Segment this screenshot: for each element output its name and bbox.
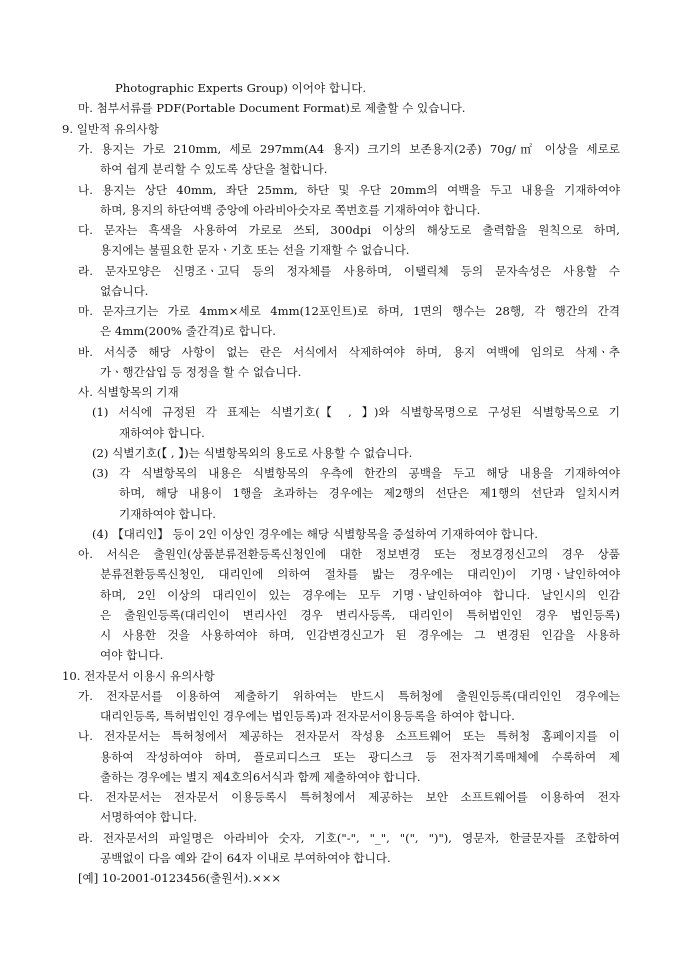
text-line: 사. 식별항목의 기재 <box>78 385 179 399</box>
text-line: 하여 쉽게 분리할 수 있도록 상단을 철합니다. <box>100 162 328 176</box>
text-line: 시 사용한 것을 사용하여야 하며, 인감변경신고가 된 경우에는 그 변경된 인감을 사용하 <box>100 628 620 642</box>
text-line: 하며, 2인 이상의 대리인이 있는 경우에는 모두 기명ㆍ날인하여야 합니다. 날인시의 인감 <box>100 588 620 602</box>
text-line: 하며, 해당 내용이 1행을 초과하는 경우에는 제2행의 선단은 제1행의 선단과 일치시켜 <box>119 486 620 500</box>
text-line: 기재하여야 합니다. <box>119 507 216 521</box>
text-line: 하며, 용지의 하단여백 중앙에 아라비아숫자로 쪽번호를 기재하여야 합니다. <box>100 203 481 217</box>
text-line: 재하여야 합니다. <box>119 426 205 440</box>
text-line: 은 4mm(200% 줄간격)로 합니다. <box>100 324 276 338</box>
section-heading: 10. 전자문서 이용시 유의사항 <box>62 669 215 683</box>
text-line: 다. 전자문서는 전자문서 이용등록시 특허청에서 제공하는 보안 소프트웨어를 이용하여 전자 <box>78 790 620 804</box>
text-line: 나. 용지는 상단 40mm, 좌단 25mm, 하단 및 우단 20mm의 여백을 두고 내용을 기재하여야 <box>78 183 620 197</box>
text-line: 라. 문자모양은 신명조ㆍ고딕 등의 정자체를 사용하며, 이탤릭체 등의 문자속성은 사용할 수 <box>78 264 620 278</box>
text-line: 마. 첨부서류를 PDF(Portable Document Format)로 제출할 수 있습니다. <box>78 101 466 115</box>
text-line: 공백없이 다음 예와 같이 64자 이내로 부여하여야 합니다. <box>100 851 391 865</box>
text-line: 출하는 경우에는 별지 제4호의6서식과 함께 제출하여야 합니다. <box>100 770 421 784</box>
text-line: 대리인등록, 특허법인인 경우에는 법인등록)과 전자문서이용등록을 하여야 합니다. <box>100 709 515 723</box>
text-line: 가. 전자문서를 이용하여 제출하기 위하여는 반드시 특허청에 출원인등록(대리인인 경우에는 <box>78 689 620 703</box>
text-line: 은 출원인등록(대리인이 변리사인 경우 변리사등록, 대리인이 특허법인인 경우 법인등록) <box>100 608 620 622</box>
section-heading: 9. 일반적 유의사항 <box>62 122 159 136</box>
text-line: 마. 문자크기는 가로 4mm×세로 4mm(12포인트)로 하며, 1면의 행수는 28행, 각 행간의 간격 <box>78 304 620 318</box>
text-line: (4) 【대리인】 등이 2인 이상인 경우에는 해당 식별항목을 증설하여 기재하여야 합니다. <box>92 527 538 541</box>
text-line: (1) 서식에 규정된 각 표제는 식별기호(【 , 】)와 식별항목명으로 구성된 식별항목으로 기 <box>92 405 620 419</box>
text-line: 여야 합니다. <box>100 648 164 662</box>
text-line: 없습니다. <box>100 284 149 298</box>
text-line: (2) 식별기호(【 , 】)는 식별항목외의 용도로 사용할 수 없습니다. <box>92 446 413 460</box>
text-line: 가. 용지는 가로 210mm, 세로 297mm(A4 용지) 크기의 보존용지(2종) 70g/㎡ 이상을 세로로 <box>78 142 620 156</box>
text-line: 나. 전자문서는 특허청에서 제공하는 전자문서 작성용 소프트웨어 또는 특허청 홈페이지를 이 <box>78 729 620 743</box>
text-line: Photographic Experts Group) 이어야 합니다. <box>115 81 367 95</box>
text-line: 아. 서식은 출원인(상품분류전환등록신청인에 대한 정보변경 또는 정보경정신고의 경우 상품 <box>78 547 620 561</box>
text-line: 가ㆍ행간삽입 등 정정을 할 수 없습니다. <box>100 365 302 379</box>
text-line: 라. 전자문서의 파일명은 아라비아 숫자, 기호("-", "_", "(", ")"), 영문자, 한글문자를 조합하여 <box>78 831 620 845</box>
text-line: 용지에는 불필요한 문자ㆍ기호 또는 선을 기재할 수 없습니다. <box>100 243 410 257</box>
text-line: 용하여 작성하여야 하며, 플로피디스크 또는 광디스크 등 전자적기록매체에 수록하여 제 <box>100 750 620 764</box>
text-line: (3) 각 식별항목의 내용은 식별항목의 우측에 한칸의 공백을 두고 해당 내용을 기재하여야 <box>92 466 620 480</box>
example-line: [예] 10-2001-0123456(출원서).××× <box>78 871 282 885</box>
text-line: 서명하여야 합니다. <box>100 810 197 824</box>
text-line: 다. 문자는 흑색을 사용하여 가로로 쓰되, 300dpi 이상의 해상도로 출력함을 원칙으로 하며, <box>78 223 620 237</box>
text-line: 바. 서식중 해당 사항이 없는 란은 서식에서 삭제하여야 하며, 용지 여백에 임의로 삭제ㆍ추 <box>78 345 620 359</box>
text-line: 분류전환등록신청인, 대리인에 의하여 절차를 밟는 경우에는 대리인)이 기명ㆍ날인하여야 <box>100 567 620 581</box>
